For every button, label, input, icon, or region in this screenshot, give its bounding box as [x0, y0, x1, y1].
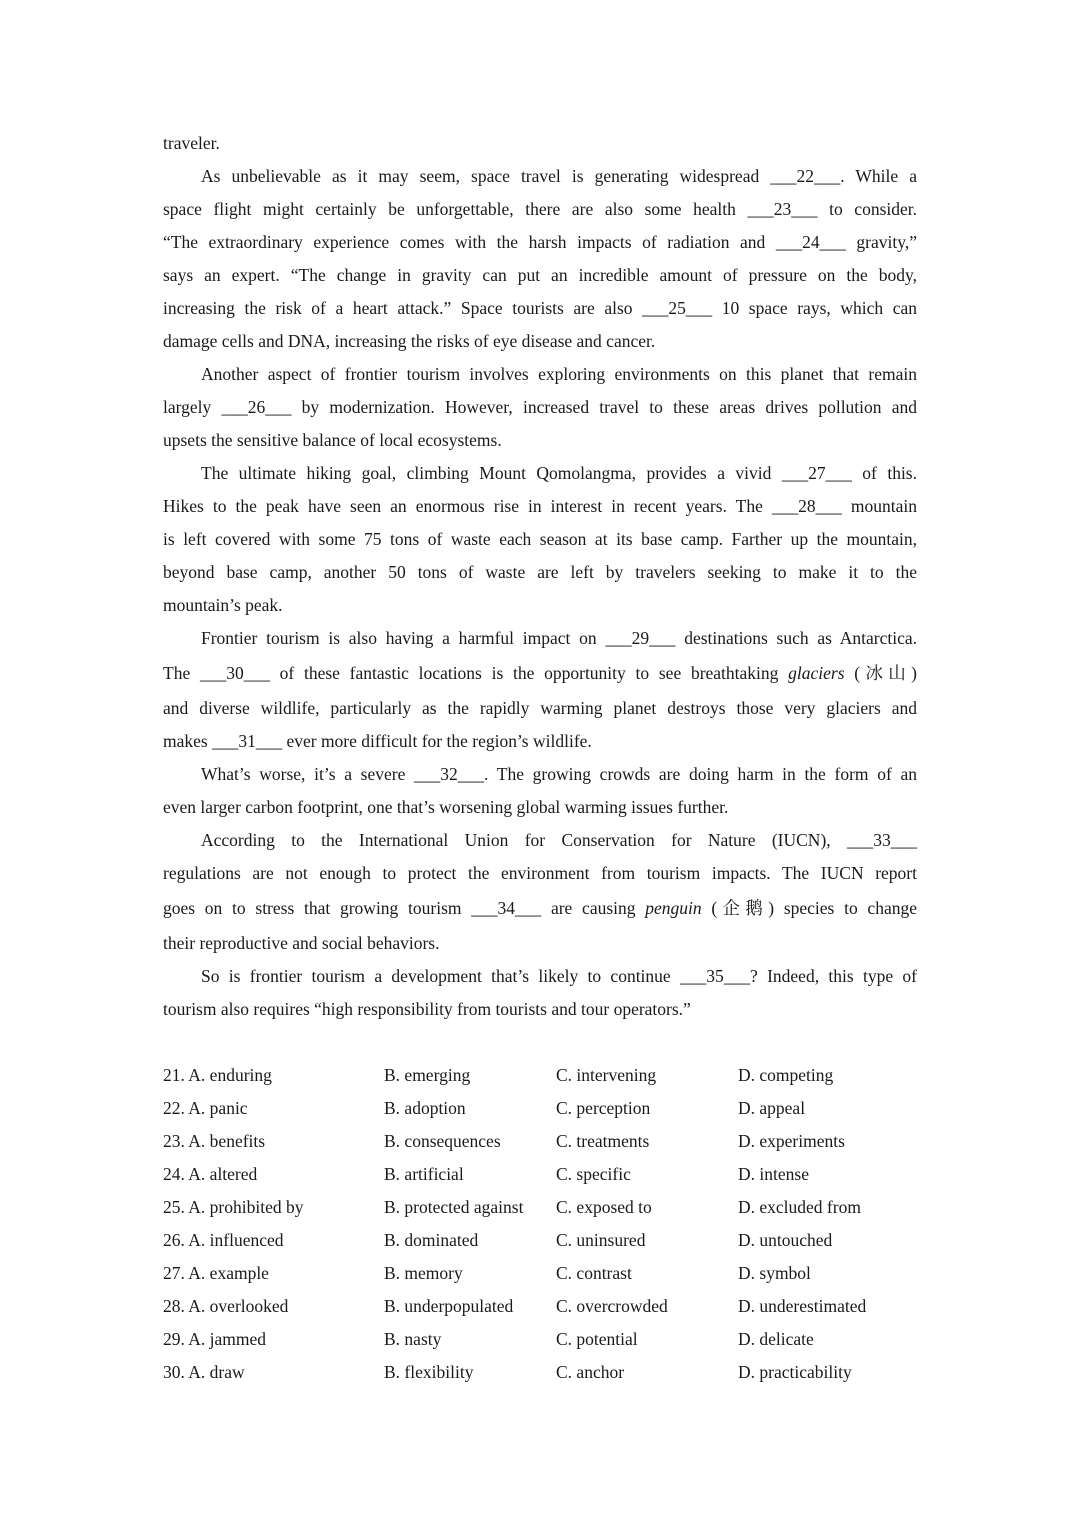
option-choice: C. intervening: [556, 1065, 657, 1085]
option-choice: B. artificial: [384, 1164, 464, 1184]
passage-line: The ultimate hiking goal, climbing Mount Qomolangma, provides a vivid ___27___ of this.: [201, 463, 917, 483]
option-row: [163, 1224, 917, 1257]
passage-line: traveler.: [163, 133, 220, 153]
passage-line: mountain’s peak.: [163, 595, 283, 615]
option-choice: C. overcrowded: [556, 1296, 668, 1316]
passage-line: According to the International Union for Conservation for Nature (IUCN), ___33___: [201, 830, 917, 850]
passage-line: Another aspect of frontier tourism involves exploring environments on this planet that remain: [201, 364, 917, 384]
option-choice: B. emerging: [384, 1065, 471, 1085]
option-choice: D. practicability: [738, 1362, 852, 1382]
option-choice: 25. A. prohibited by: [163, 1197, 304, 1217]
option-choice: D. experiments: [738, 1131, 845, 1151]
option-choice: C. anchor: [556, 1362, 625, 1382]
option-choice: D. excluded from: [738, 1197, 861, 1217]
passage-line: tourism also requires “high responsibility from tourists and tour operators.”: [163, 999, 691, 1019]
option-choice: B. protected against: [384, 1197, 524, 1217]
option-choice: D. symbol: [738, 1263, 811, 1283]
option-choice: D. competing: [738, 1065, 834, 1085]
option-choice: B. nasty: [384, 1329, 442, 1349]
option-choice: D. untouched: [738, 1230, 833, 1250]
option-choice: D. intense: [738, 1164, 809, 1184]
passage-line: makes ___31___ ever more difficult for the region’s wildlife.: [163, 731, 592, 751]
passage-line: “The extraordinary experience comes with the harsh impacts of radiation and ___24___ gravity,”: [163, 232, 917, 252]
passage-line: is left covered with some 75 tons of waste each season at its base camp. Farther up the mountain,: [163, 529, 917, 549]
option-choice: D. underestimated: [738, 1296, 867, 1316]
option-choice: 22. A. panic: [163, 1098, 248, 1118]
option-row: [163, 1257, 917, 1290]
option-choice: B. adoption: [384, 1098, 466, 1118]
passage-line: goes on to stress that growing tourism ___34___ are causing penguin (企鹅) species to change: [163, 898, 917, 918]
passage-line: Frontier tourism is also having a harmful impact on ___29___ destinations such as Antarctica.: [201, 628, 917, 648]
option-choice: B. flexibility: [384, 1362, 474, 1382]
option-choice: C. uninsured: [556, 1230, 646, 1250]
reading-passage: [163, 127, 917, 1026]
section-gap: [163, 1026, 917, 1059]
option-choice: 26. A. influenced: [163, 1230, 284, 1250]
passage-line: says an expert. “The change in gravity can put an incredible amount of pressure on the body,: [163, 265, 917, 285]
exam-page: [163, 127, 917, 1389]
option-choice: D. delicate: [738, 1329, 814, 1349]
option-choice: C. treatments: [556, 1131, 650, 1151]
passage-line: The ___30___ of these fantastic locations is the opportunity to see breathtaking glaciers (冰山): [163, 663, 917, 683]
option-choice: C. exposed to: [556, 1197, 652, 1217]
passage-line: space flight might certainly be unforgettable, there are also some health ___23___ to consider.: [163, 199, 917, 219]
option-row: [163, 1059, 917, 1092]
option-row: [163, 1290, 917, 1323]
option-choice: C. specific: [556, 1164, 631, 1184]
option-choice: C. perception: [556, 1098, 651, 1118]
option-choice: D. appeal: [738, 1098, 806, 1118]
option-choice: B. memory: [384, 1263, 463, 1283]
option-choice: C. potential: [556, 1329, 638, 1349]
option-row: [163, 1092, 917, 1125]
answer-options: [163, 1059, 917, 1389]
passage-line: upsets the sensitive balance of local ecosystems.: [163, 430, 502, 450]
passage-line: beyond base camp, another 50 tons of waste are left by travelers seeking to make it to the: [163, 562, 917, 582]
passage-line: damage cells and DNA, increasing the risks of eye disease and cancer.: [163, 331, 656, 351]
passage-line: So is frontier tourism a development that’s likely to continue ___35___? Indeed, this type of: [201, 966, 917, 986]
option-choice: B. consequences: [384, 1131, 501, 1151]
option-choice: 23. A. benefits: [163, 1131, 266, 1151]
option-choice: 28. A. overlooked: [163, 1296, 289, 1316]
passage-line: Hikes to the peak have seen an enormous rise in interest in recent years. The ___28___ mountain: [163, 496, 917, 516]
option-row: [163, 1191, 917, 1224]
passage-line: largely ___26___ by modernization. However, increased travel to these areas drives pollution and: [163, 397, 917, 417]
passage-line: and diverse wildlife, particularly as the rapidly warming planet destroys those very glaciers and: [163, 698, 917, 718]
passage-line: regulations are not enough to protect the environment from tourism impacts. The IUCN report: [163, 863, 917, 883]
option-row: [163, 1158, 917, 1191]
passage-line: their reproductive and social behaviors.: [163, 933, 440, 953]
option-choice: 30. A. draw: [163, 1362, 245, 1382]
option-row: [163, 1323, 917, 1356]
option-choice: B. dominated: [384, 1230, 479, 1250]
passage-line: increasing the risk of a heart attack.” Space tourists are also ___25___ 10 space rays, which can: [163, 298, 917, 318]
option-choice: 27. A. example: [163, 1263, 269, 1283]
passage-line: As unbelievable as it may seem, space travel is generating widespread ___22___. While a: [201, 166, 917, 186]
passage-line: What’s worse, it’s a severe ___32___. The growing crowds are doing harm in the form of an: [201, 764, 917, 784]
option-choice: 21. A. enduring: [163, 1065, 272, 1085]
option-choice: 29. A. jammed: [163, 1329, 267, 1349]
option-row: [163, 1125, 917, 1158]
option-row: [163, 1356, 917, 1389]
option-choice: 24. A. altered: [163, 1164, 258, 1184]
option-choice: B. underpopulated: [384, 1296, 514, 1316]
passage-line: even larger carbon footprint, one that’s worsening global warming issues further.: [163, 797, 729, 817]
option-choice: C. contrast: [556, 1263, 632, 1283]
